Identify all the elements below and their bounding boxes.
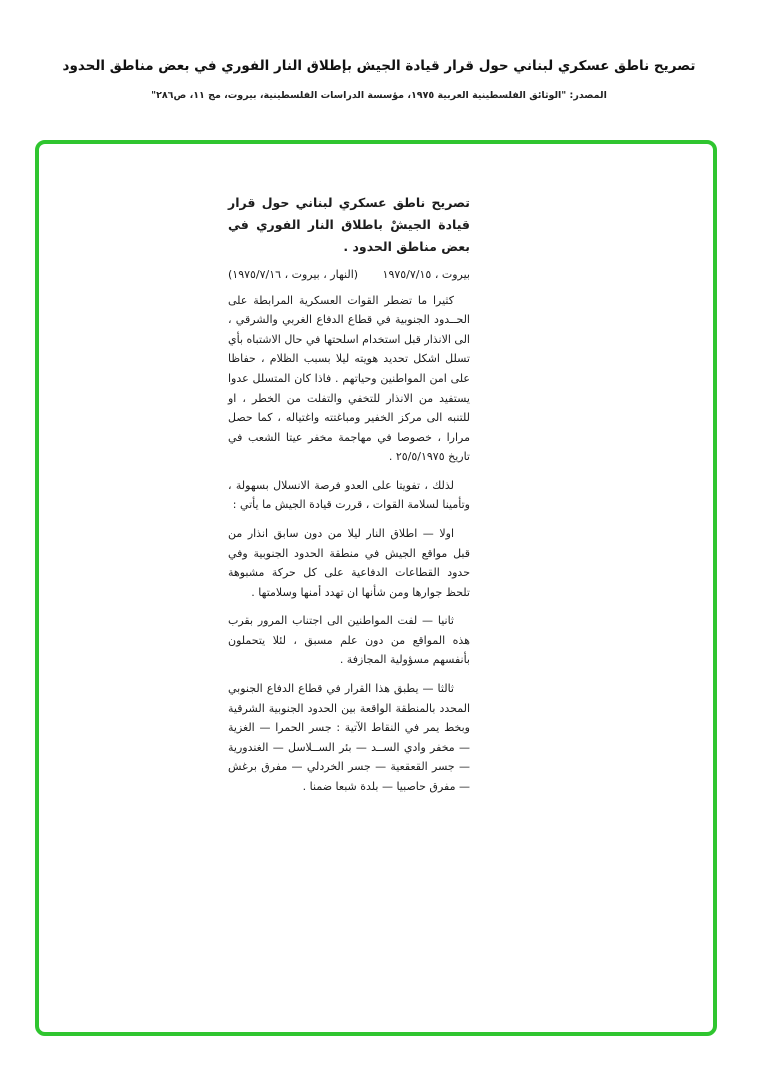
document-dateline: [228, 268, 470, 281]
document-title: تصريح ناطق عسكري لبناني حول قرار قيادة الجيشْ باطلاق النار الفوري في بعض مناطق الحدود .: [228, 195, 470, 254]
doc-paragraph: لذلك ، تفويتا على العدو فرصة الانسلال بسهولة ، وتأمينا لسلامة القوات ، قررت قيادة الجيش ما يأتي :: [228, 478, 470, 512]
doc-paragraph-item-first: اولا — اطلاق النار ليلا من دون سابق انذار من قبل مواقع الجيش في منطقة الحدود الجنوبية وفي حدود القطاعات الدفاعية على كل حركة مشبوهة تلحظ جوارها ومن شأنها ان تهدد أمنها وسلامتها .: [228, 526, 470, 599]
document-text-column: [228, 192, 470, 797]
page-header: [30, 56, 728, 101]
scanned-document-frame: [35, 140, 717, 1036]
page-title: تصريح ناطق عسكري لبناني حول قرار قيادة الجيش بإطلاق النار الفوري في بعض مناطق الحدود: [62, 58, 696, 74]
source-citation: المصدر: "الوثائق الفلسطينية العربية ١٩٧٥، مؤسسة الدراسات الفلسطينية، بيروت، مج ١١، ص٢٨٦": [151, 90, 607, 102]
doc-paragraph-item-third: ثالثا — يطبق هذا القرار في قطاع الدفاع الجنوبي المحدد بالمنطقة الواقعة بين الحدود الجنوبية الشرقية وبخط يمر في النقاط الآتية : جسر الحمرا — الغزية — مخفر وادي الســد — بئر الســلاسل — الغندورية — جسر القعقعية — جسر الخردلي — مفرق برغش — مفرق حاصبيا — بلدة شبعا ضمنا .: [228, 682, 470, 793]
doc-paragraph-item-second: ثانيا — لفت المواطنين الى اجتناب المرور بقرب هذه المواقع من دون علم مسبق ، لئلا يتحملون بأنفسهم مسؤولية المجازفة .: [228, 614, 470, 667]
dateline-newspaper-ref: (النهار ، بيروت ، ١٩٧٥/٧/١٦): [228, 267, 359, 281]
dateline-place-date: بيروت ، ١٩٧٥/٧/١٥: [382, 267, 470, 281]
doc-paragraph: كثيرا ما تضطر القوات العسكرية المرابطة على الحــدود الجنوبية في قطاع الدفاع الغربي والشرقي ، الى الانذار قبل استخدام اسلحتها في حال الاشتباه بأي تسلل اشكل تحديد هويته ليلا بسبب الظلام ، حفاظا على امن المواطنين وحياتهم . فاذا كان المتسلل عدوا يستفيد من الانذار للتخفي والتفلت من الخطر ، او للتنبه الى مركز الخفير ومباغتته واغتياله ، كما حصل مرارا ، خصوصا في مهاجمة مخفر عيتا الشعب في تاريخ ٢٥/٥/١٩٧٥ .: [228, 293, 470, 464]
